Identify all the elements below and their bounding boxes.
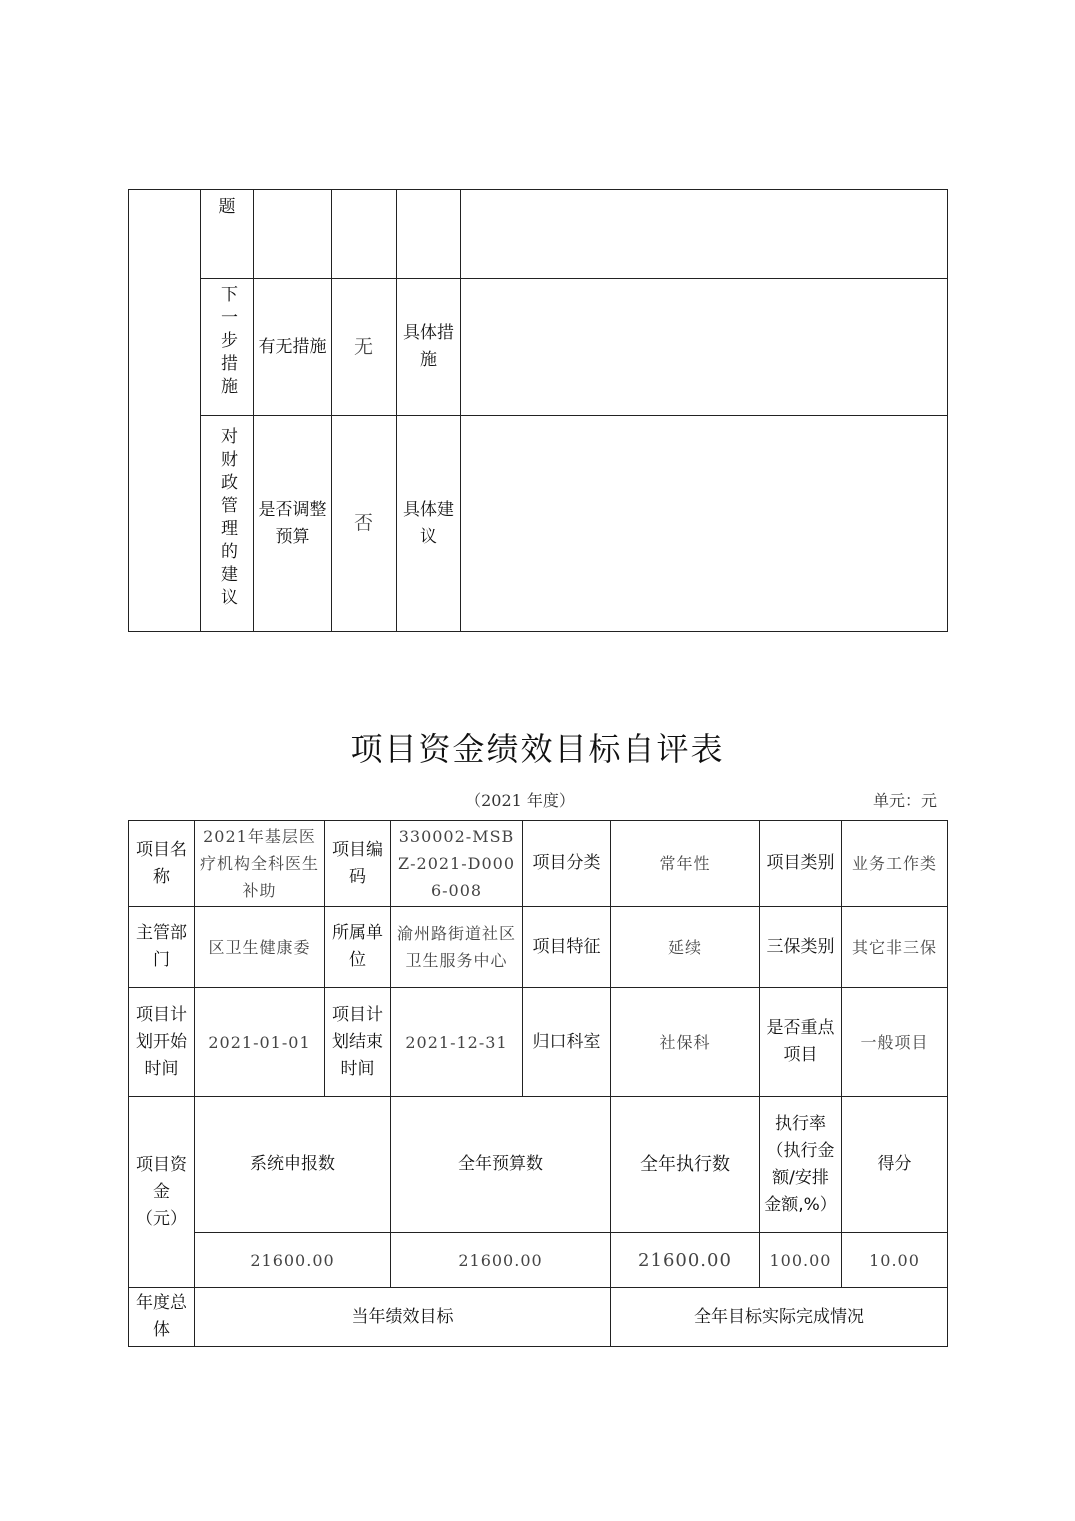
specific-advice-value [461, 416, 948, 632]
budget-label: 全年预算数 [391, 1097, 611, 1233]
finance-advice-label: 对财政管理的建议 [217, 427, 237, 611]
office: 社保科 [611, 988, 760, 1097]
empty-cell [397, 190, 461, 279]
empty-cell [332, 190, 397, 279]
blank-side-cell [129, 190, 201, 632]
empty-cell [461, 190, 948, 279]
currency-unit: 单元：元 [872, 791, 937, 810]
fund-label: 项目资金（元） [129, 1097, 195, 1288]
adjust-budget-value: 否 [332, 416, 397, 632]
end-date: 2021-12-31 [391, 988, 523, 1097]
annual-label: 年度总体 [129, 1288, 195, 1347]
rate-value: 100.00 [760, 1233, 842, 1288]
dept-label: 主管部门 [129, 907, 195, 988]
question-label: 题 [218, 197, 236, 217]
adjust-budget-label: 是否调整预算 [254, 416, 332, 632]
unit: 渝州路街道社区卫生服务中心 [391, 907, 523, 988]
score-value: 10.00 [842, 1233, 948, 1288]
unit-label: 所属单位 [325, 907, 391, 988]
specific-measures-label: 具体措施 [397, 279, 461, 416]
empty-cell [254, 190, 332, 279]
project-name-label: 项目名称 [129, 821, 195, 907]
executed-label: 全年执行数 [611, 1097, 760, 1233]
project-type-label: 项目类别 [760, 821, 842, 907]
key-project: 一般项目 [842, 988, 948, 1097]
budget-value: 21600.00 [391, 1233, 611, 1288]
finance-advice-label-cell [201, 416, 254, 632]
score-label: 得分 [842, 1097, 948, 1233]
rate-label: 执行率（执行金额/安排金额,%） [760, 1097, 842, 1233]
has-measures-value: 无 [332, 279, 397, 416]
performance-table [128, 820, 948, 1347]
executed-value: 21600.00 [611, 1233, 760, 1288]
completion-label: 全年目标实际完成情况 [611, 1288, 948, 1347]
measures-table [128, 189, 948, 632]
start-date: 2021-01-01 [195, 988, 325, 1097]
question-label-cell [201, 190, 254, 279]
sanbao: 其它非三保 [842, 907, 948, 988]
next-steps-label: 下一步措施 [217, 285, 237, 400]
fiscal-year: （2021 年度） [465, 791, 575, 810]
specific-advice-label: 具体建议 [397, 416, 461, 632]
end-label: 项目计划结束时间 [325, 988, 391, 1097]
declared-label: 系统申报数 [195, 1097, 391, 1233]
next-steps-label-cell [201, 279, 254, 416]
project-name: 2021年基层医疗机构全科医生补助 [195, 821, 325, 907]
project-class: 常年性 [611, 821, 760, 907]
project-code-label: 项目编码 [325, 821, 391, 907]
key-label: 是否重点项目 [760, 988, 842, 1097]
feature: 延续 [611, 907, 760, 988]
feature-label: 项目特征 [523, 907, 611, 988]
office-label: 归口科室 [523, 988, 611, 1097]
project-type: 业务工作类 [842, 821, 948, 907]
declared-value: 21600.00 [195, 1233, 391, 1288]
dept: 区卫生健康委 [195, 907, 325, 988]
page-title: 项目资金绩效目标自评表 [350, 730, 725, 768]
specific-measures-value [461, 279, 948, 416]
sanbao-label: 三保类别 [760, 907, 842, 988]
goal-label: 当年绩效目标 [195, 1288, 611, 1347]
has-measures-label: 有无措施 [254, 279, 332, 416]
project-class-label: 项目分类 [523, 821, 611, 907]
start-label: 项目计划开始时间 [129, 988, 195, 1097]
project-code: 330002-MSBZ-2021-D0006-008 [391, 821, 523, 907]
